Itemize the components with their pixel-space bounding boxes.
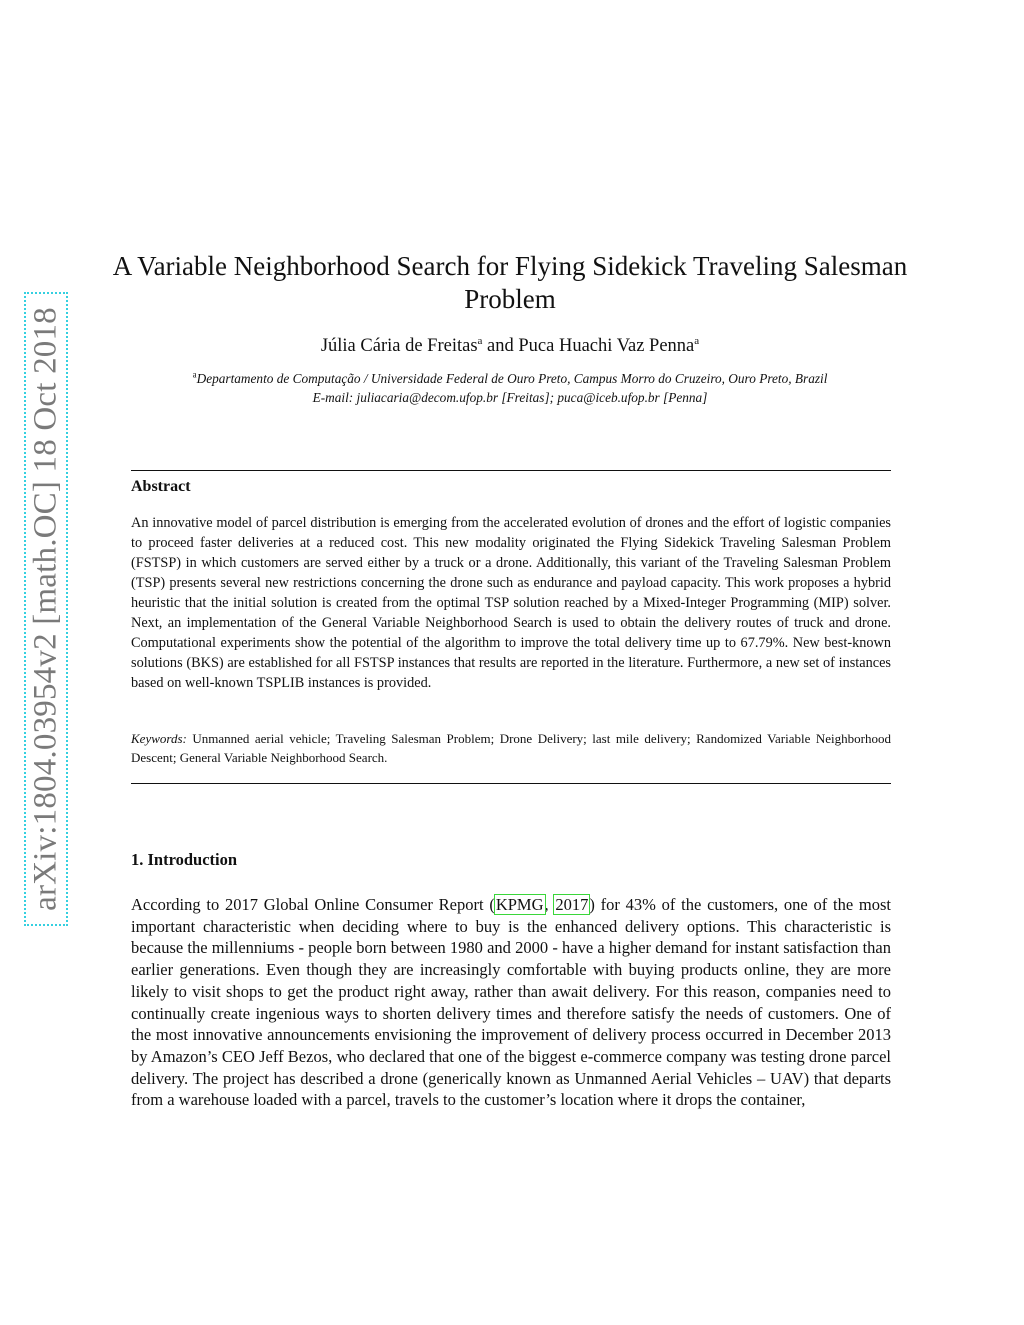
- affiliation-mark: a: [694, 334, 700, 347]
- arxiv-identifier[interactable]: arXiv:1804.03954v2 [math.OC] 18 Oct 2018: [27, 307, 64, 911]
- affiliation-block: [120, 369, 900, 407]
- abstract-heading: Abstract: [131, 478, 191, 495]
- affiliation-mark: a: [192, 369, 197, 380]
- keywords-label: Keywords:: [131, 731, 187, 746]
- author-conjunction: and: [482, 336, 519, 356]
- affiliation-line: [120, 369, 900, 388]
- affiliation-text: Departamento de Computação / Universidade Federal de Ouro Preto, Campus Morro do Cruzeiro, Ouro Preto, Brazil: [196, 371, 828, 386]
- citation-link-year[interactable]: 2017: [555, 895, 589, 914]
- author-emails: E-mail: juliacaria@decom.ufop.br [Freitas]; puca@iceb.ufop.br [Penna]: [312, 390, 708, 405]
- author-name: Júlia Cária de Freitas: [320, 336, 478, 356]
- affiliation-mark: a: [477, 334, 483, 347]
- abstract-bottom-rule: [131, 783, 891, 784]
- citation-separator: ,: [544, 895, 555, 914]
- author-list: [110, 336, 910, 357]
- intro-text: ) for 43% of the customers, one of the most important characteristic when deciding where to buy is the enhanced delivery options. This characteristic is because the millenniums - people born between 1980 and 2000 - have a higher demand for instant satisfaction than earlier generations. Even though they are increasingly comfortable with buying products online, they are more likely to visit shops to get the product right away, rather than await delivery. For this reason, companies need to continually create ingenious ways to shorten delivery times and therefore satisfy the needs of customers. One of the most innovative announcements envisioning the improvement of delivery process occurred in December 2013 by Amazon’s CEO Jeff Bezos, who declared that one of the biggest e-commerce company was testing drone parcel delivery. The project has described a drone (generically known as Unmanned Aerial Vehicles – UAV) that departs from a warehouse loaded with a parcel, travels to the customer’s location where it drops the container,: [131, 895, 891, 1110]
- abstract-body: An innovative model of parcel distribution is emerging from the accelerated evolution of drones and the effort of logistic companies to proceed faster deliveries at a reduced cost. This new modality originated the Flying Sidekick Traveling Salesman Problem (FSTSP) in which customers are served either by a truck or a drone. Additionally, this variant of the Traveling Salesman Problem (TSP) presents several new restrictions concerning the drone such as endurance and payload capacity. This work proposes a hybrid heuristic that the initial solution is created from the optimal TSP solution reached by a Mixed-Integer Programming (MIP) solver. Next, an implementation of the General Variable Neighborhood Search is used to obtain the delivery routes of truck and drone. Computational experiments show the potential of the algorithm to improve the total delivery time up to 67.79%. New best-known solutions (BKS) are established for all FSTSP instances that results are reported in the literature. Furthermore, a new set of instances based on well-known TSPLIB instances is provided.: [131, 515, 891, 691]
- abstract-top-rule: [131, 470, 891, 471]
- intro-text: According to 2017 Global Online Consumer Report (: [131, 895, 495, 914]
- citation-link-author[interactable]: KPMG: [495, 895, 544, 914]
- section-heading-introduction: 1. Introduction: [131, 850, 238, 869]
- keywords-text: Unmanned aerial vehicle; Traveling Salesman Problem; Drone Delivery; last mile delivery; Randomized Variable Neighborhood Descent; General Variable Neighborhood Search.: [131, 731, 891, 765]
- paper-title: A Variable Neighborhood Search for Flying Sidekick Traveling Salesman Problem: [112, 251, 908, 314]
- author-name: Puca Huachi Vaz Penna: [518, 336, 695, 356]
- introduction-body: [131, 894, 891, 1111]
- keywords: [131, 730, 891, 767]
